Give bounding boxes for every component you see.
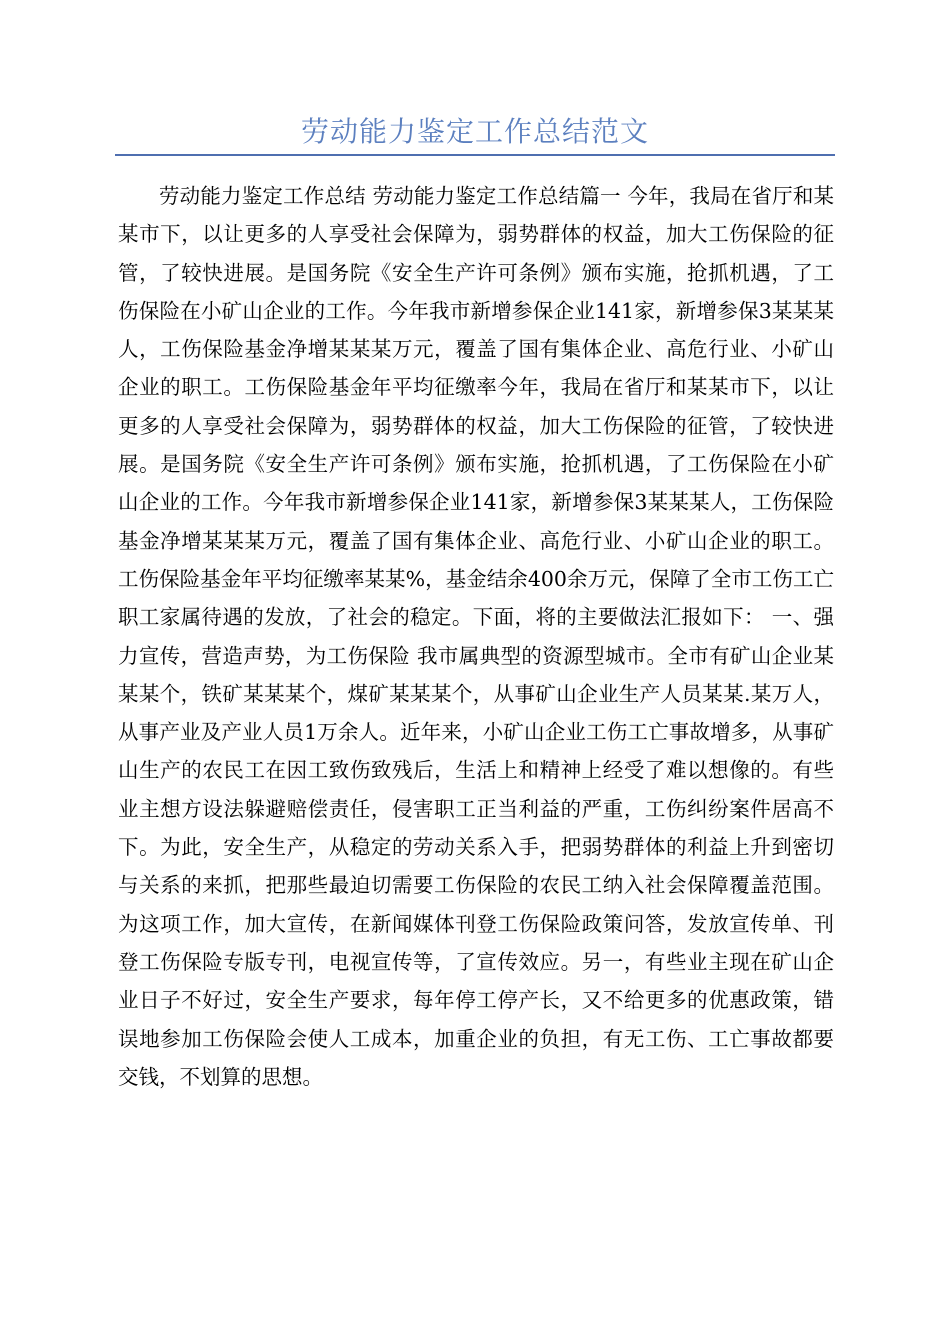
body-paragraph: 劳动能力鉴定工作总结 劳动能力鉴定工作总结篇一 今年，我局在省厅和某某市下，以让更多的人享受社会保障为，弱势群体的权益，加大工伤保险的征管，了较快进展。是国务院《安全生产许可条例》颁布实施，抢抓机遇，了工伤保险在小矿山企业的工作。今年我市新增参保企业141家，新增参保3某某某人，工伤保险基金净增某某某万元，覆盖了国有集体企业、高危行业、小矿山企业的职工。工伤保险基金年平均征缴率今年，我局在省厅和某某市下，以让更多的人享受社会保障为，弱势群体的权益，加大工伤保险的征管，了较快进展。是国务院《安全生产许可条例》颁布实施，抢抓机遇，了工伤保险在小矿山企业的工作。今年我市新增参保企业141家，新增参保3某某某人，工伤保险基金净增某某某万元，覆盖了国有集体企业、高危行业、小矿山企业的职工。工伤保险基金年平均征缴率某某%，基金结余400余万元，保障了全市工伤工亡职工家属待遇的发放，了社会的稳定。下面，将的主要做法汇报如下： 一、强力宣传，营造声势，为工伤保险 我市属典型的资源型城市。全市有矿山企业某某某个，铁矿某某某个，煤矿某某某个，从事矿山企业生产人员某某.某万人，从事产业及产业人员1万余人。近年来，小矿山企业工伤工亡事故增多，从事矿山生产的农民工在因工致伤致残后，生活上和精神上经受了难以想像的。有些业主想方设法躲避赔偿责任，侵害职工正当利益的严重，工伤纠纷案件居高不下。为此，安全生产，从稳定的劳动关系入手，把弱势群体的利益上升到密切与关系的来抓，把那些最迫切需要工伤保险的农民工纳入社会保障覆盖范围。为这项工作，加大宣传，在新闻媒体刊登工伤保险政策问答，发放宣传单、刊登工伤保险专版专刊，电视宣传等，了宣传效应。另一，有些业主现在矿山企业日子不好过，安全生产要求，每年停工停产长，又不给更多的优惠政策，错误地参加工伤保险会使人工成本，加重企业的负担，有无工伤、工亡事故都要交钱，不划算的思想。 — [118, 184, 834, 1089]
document-title: 劳动能力鉴定工作总结范文 — [300, 115, 649, 148]
title-underline — [115, 154, 835, 156]
